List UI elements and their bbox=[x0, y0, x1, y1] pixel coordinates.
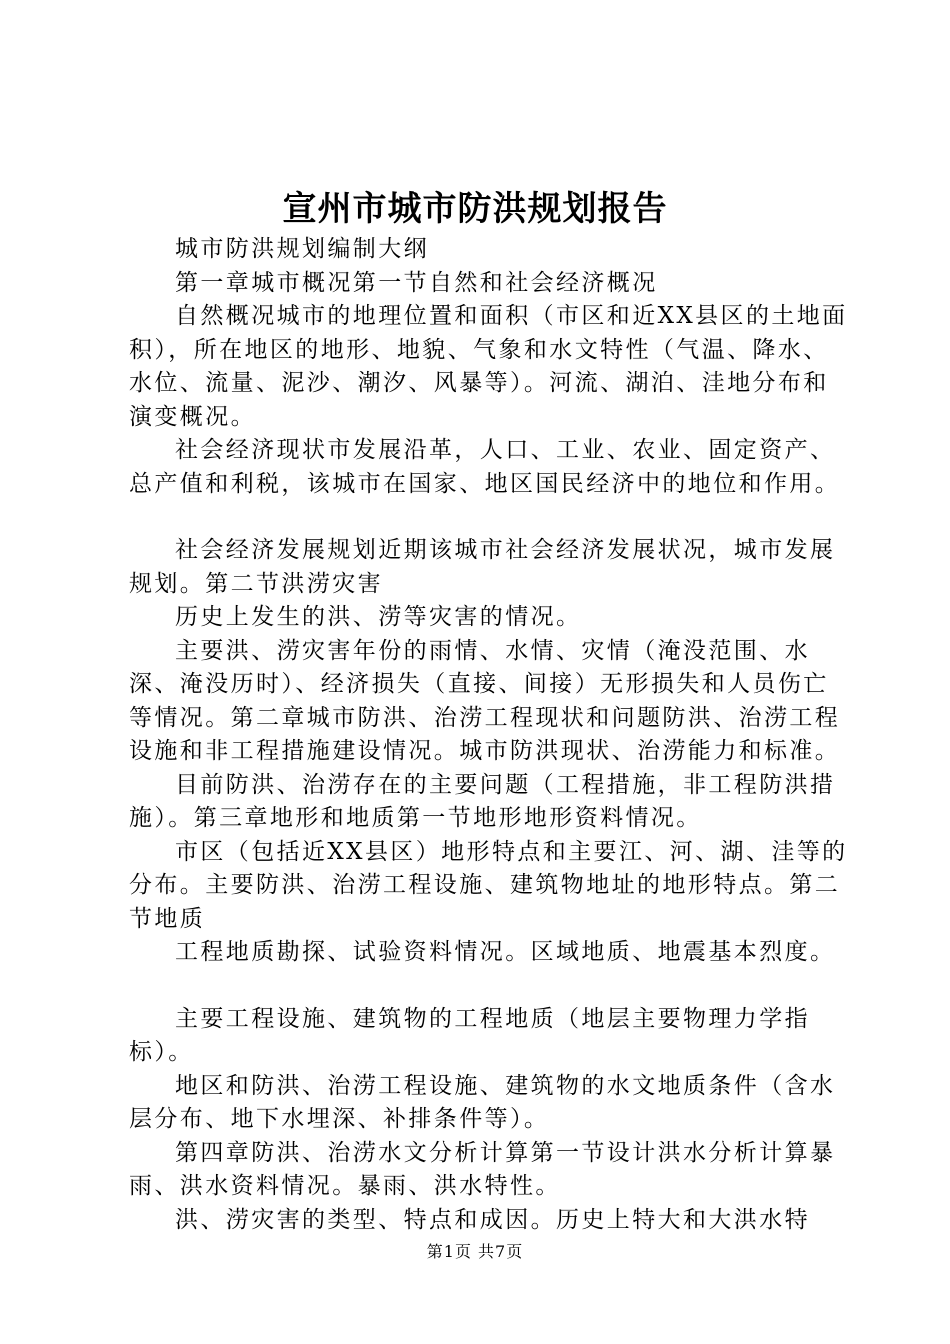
paragraph-gap bbox=[129, 501, 854, 534]
paragraph: 自然概况城市的地理位置和面积（市区和近XX县区的土地面积），所在地区的地形、地貌、气象和水文特性（气温、降水、水位、流量、泥沙、潮汐、风暴等）。河流、湖泊、洼地分布和演变概况。 bbox=[129, 303, 848, 430]
paragraph: 社会经济现状市发展沿革，人口、工业、农业、固定资产、总产值和利税，该城市在国家、地区国民经济中的地位和作用。 bbox=[129, 437, 841, 497]
paragraph: 目前防洪、治涝存在的主要问题（工程措施，非工程防洪措施）。第三章地形和地质第一节地形地形资料情况。 bbox=[129, 771, 836, 831]
paragraph: 第四章防洪、治涝水文分析计算第一节设计洪水分析计算暴雨、洪水资料情况。暴雨、洪水特性。 bbox=[129, 1139, 836, 1199]
paragraph: 社会经济发展规划近期该城市社会经济发展状况，城市发展规划。第二节洪涝灾害 bbox=[129, 537, 836, 597]
document-body bbox=[129, 233, 854, 1237]
paragraph: 市区（包括近XX县区）地形特点和主要江、河、湖、洼等的分布。主要防洪、治涝工程设施、建筑物地址的地形特点。第二节地质 bbox=[129, 838, 848, 932]
paragraph: 主要洪、涝灾害年份的雨情、水情、灾情（淹没范围、水深、淹没历时）、经济损失（直接、间接）无形损失和人员伤亡等情况。第二章城市防洪、治涝工程现状和问题防洪、治涝工程设施和非工程措施建设情况。城市防洪现状、治涝能力和标准。 bbox=[129, 637, 841, 764]
paragraph-gap bbox=[129, 970, 854, 1003]
document-title: 宣州市城市防洪规划报告 bbox=[282, 189, 668, 229]
paragraph: 地区和防洪、治涝工程设施、建筑物的水文地质条件（含水层分布、地下水埋深、补排条件等）。 bbox=[129, 1072, 836, 1132]
paragraph: 城市防洪规划编制大纲 bbox=[175, 236, 429, 262]
paragraph: 洪、涝灾害的类型、特点和成因。历史上特大和大洪水特 bbox=[175, 1206, 810, 1233]
paragraph: 工程地质勘探、试验资料情况。区域地质、地震基本烈度。 bbox=[175, 939, 836, 965]
page-footer: 第1页 共7页 bbox=[426, 1242, 524, 1261]
paragraph: 第一章城市概况第一节自然和社会经济概况 bbox=[175, 269, 658, 296]
paragraph: 历史上发生的洪、涝等灾害的情况。 bbox=[175, 604, 582, 630]
paragraph: 主要工程设施、建筑物的工程地质（地层主要物理力学指标）。 bbox=[129, 1005, 810, 1065]
